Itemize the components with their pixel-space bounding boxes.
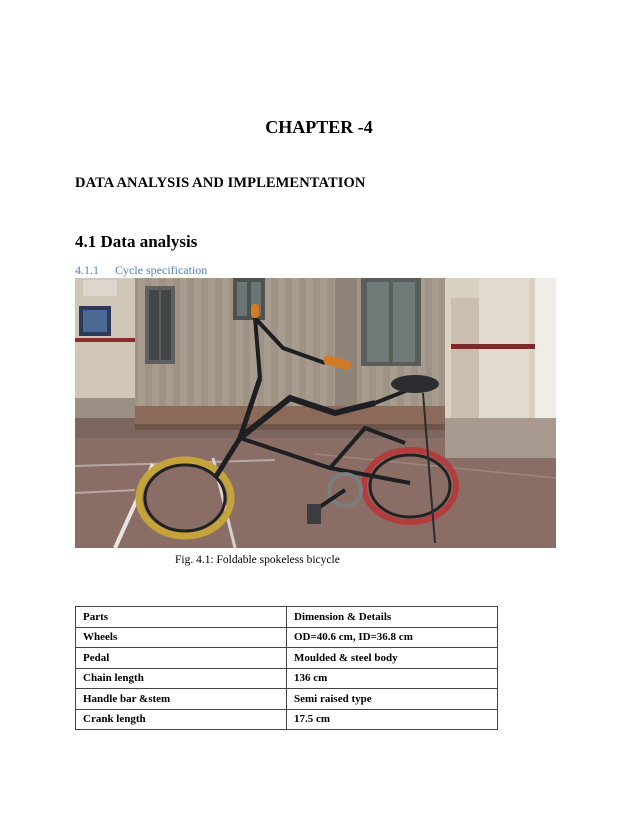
- table-header-cell: Dimension & Details: [287, 607, 498, 628]
- table-cell: 136 cm: [287, 668, 498, 689]
- specification-table: [75, 606, 498, 730]
- figure-caption: Fig. 4.1: Foldable spokeless bicycle: [175, 554, 340, 566]
- table-cell: Semi raised type: [287, 689, 498, 710]
- table-header-row: [76, 607, 498, 628]
- table-cell: Wheels: [76, 627, 287, 648]
- subsection-heading: [75, 263, 207, 278]
- chapter-title: CHAPTER -4: [265, 117, 373, 137]
- table-cell: Handle bar &stem: [76, 689, 287, 710]
- table-row: [76, 627, 498, 648]
- subsection-title: Cycle specification: [115, 263, 208, 277]
- bicycle-photo: [75, 278, 556, 548]
- table-cell: Pedal: [76, 648, 287, 669]
- table-row: [76, 668, 498, 689]
- table-row: [76, 709, 498, 730]
- table-cell: Crank length: [76, 709, 287, 730]
- table-header-cell: Parts: [76, 607, 287, 628]
- table-row: [76, 648, 498, 669]
- table-row: [76, 689, 498, 710]
- subsection-number: 4.1.1: [75, 263, 99, 277]
- table-cell: 17.5 cm: [287, 709, 498, 730]
- section-heading: 4.1 Data analysis: [75, 232, 198, 251]
- table-cell: Chain length: [76, 668, 287, 689]
- chapter-name: DATA ANALYSIS AND IMPLEMENTATION: [75, 175, 366, 191]
- table-cell: Moulded & steel body: [287, 648, 498, 669]
- table-cell: OD=40.6 cm, ID=36.8 cm: [287, 627, 498, 648]
